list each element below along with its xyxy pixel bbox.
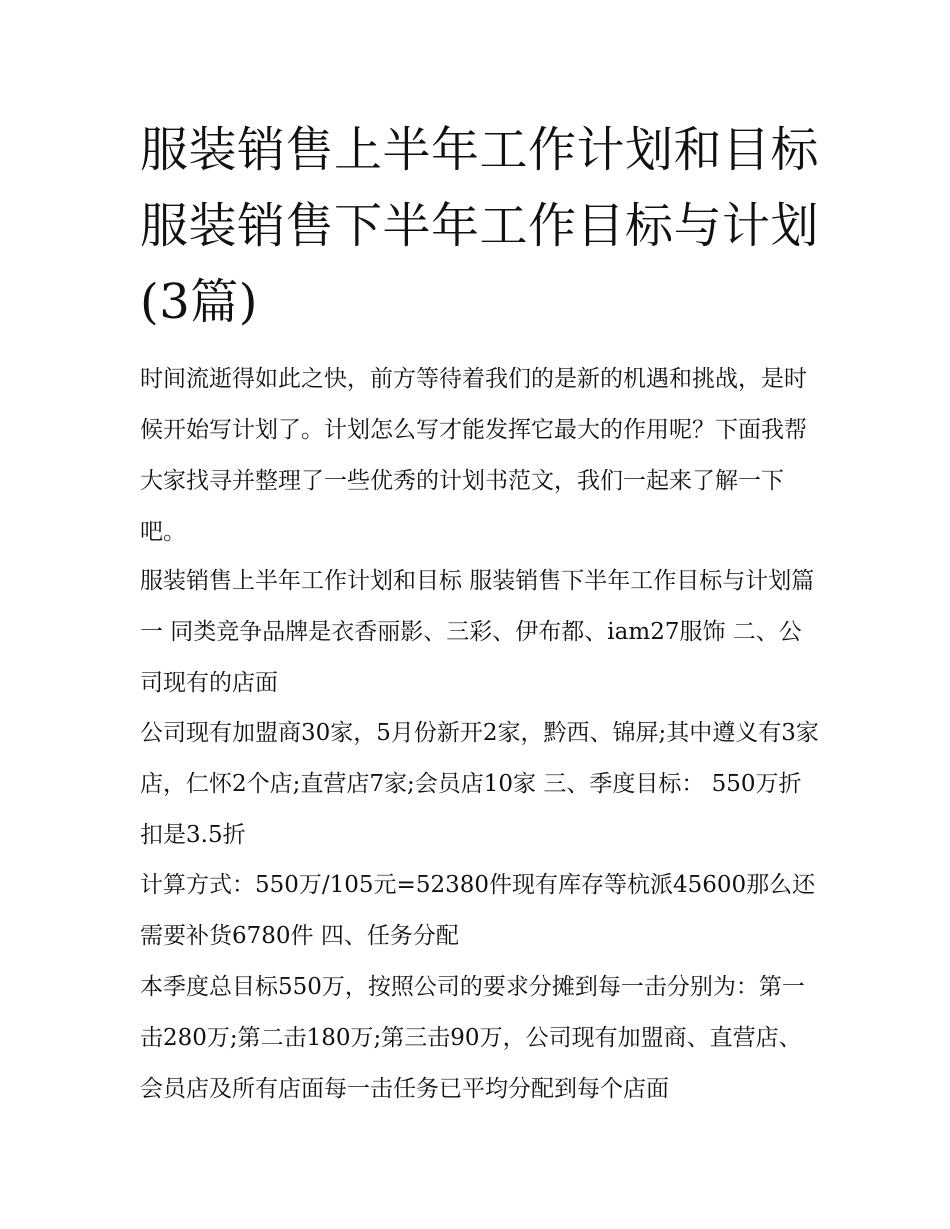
document-title: 服装销售上半年工作计划和目标 服装销售下半年工作目标与计划(3篇) xyxy=(140,122,820,330)
paragraph-calculation: 计算方式：550万/105元=52380件现有库存等杭派45600那么还需要补货6780件 四、任务分配 xyxy=(140,872,816,949)
paragraph-stores: 公司现有加盟商30家，5月份新开2家，黔西、锦屏;其中遵义有3家店，仁怀2个店;直营店7家;会员店10家 三、季度目标： 550万折扣是3.5折 xyxy=(140,720,819,848)
paragraph-intro: 时间流逝得如此之快，前方等待着我们的是新的机遇和挑战，是时候开始写计划了。计划怎么写才能发挥它最大的作用呢？下面我帮大家找寻并整理了一些优秀的计划书范文，我们一起来了解一下吧。 xyxy=(140,366,807,545)
paragraph-task-allocation: 本季度总目标550万，按照公司的要求分摊到每一击分别为：第一击280万;第二击180万;第三击90万，公司现有加盟商、直营店、会员店及所有店面每一击任务已平均分配到每个店面 xyxy=(140,974,805,1102)
paragraph-competitors: 服装销售上半年工作计划和目标 服装销售下半年工作目标与计划篇一 同类竞争品牌是衣香丽影、三彩、伊布都、iam27服饰 二、公司现有的店面 xyxy=(140,568,815,696)
